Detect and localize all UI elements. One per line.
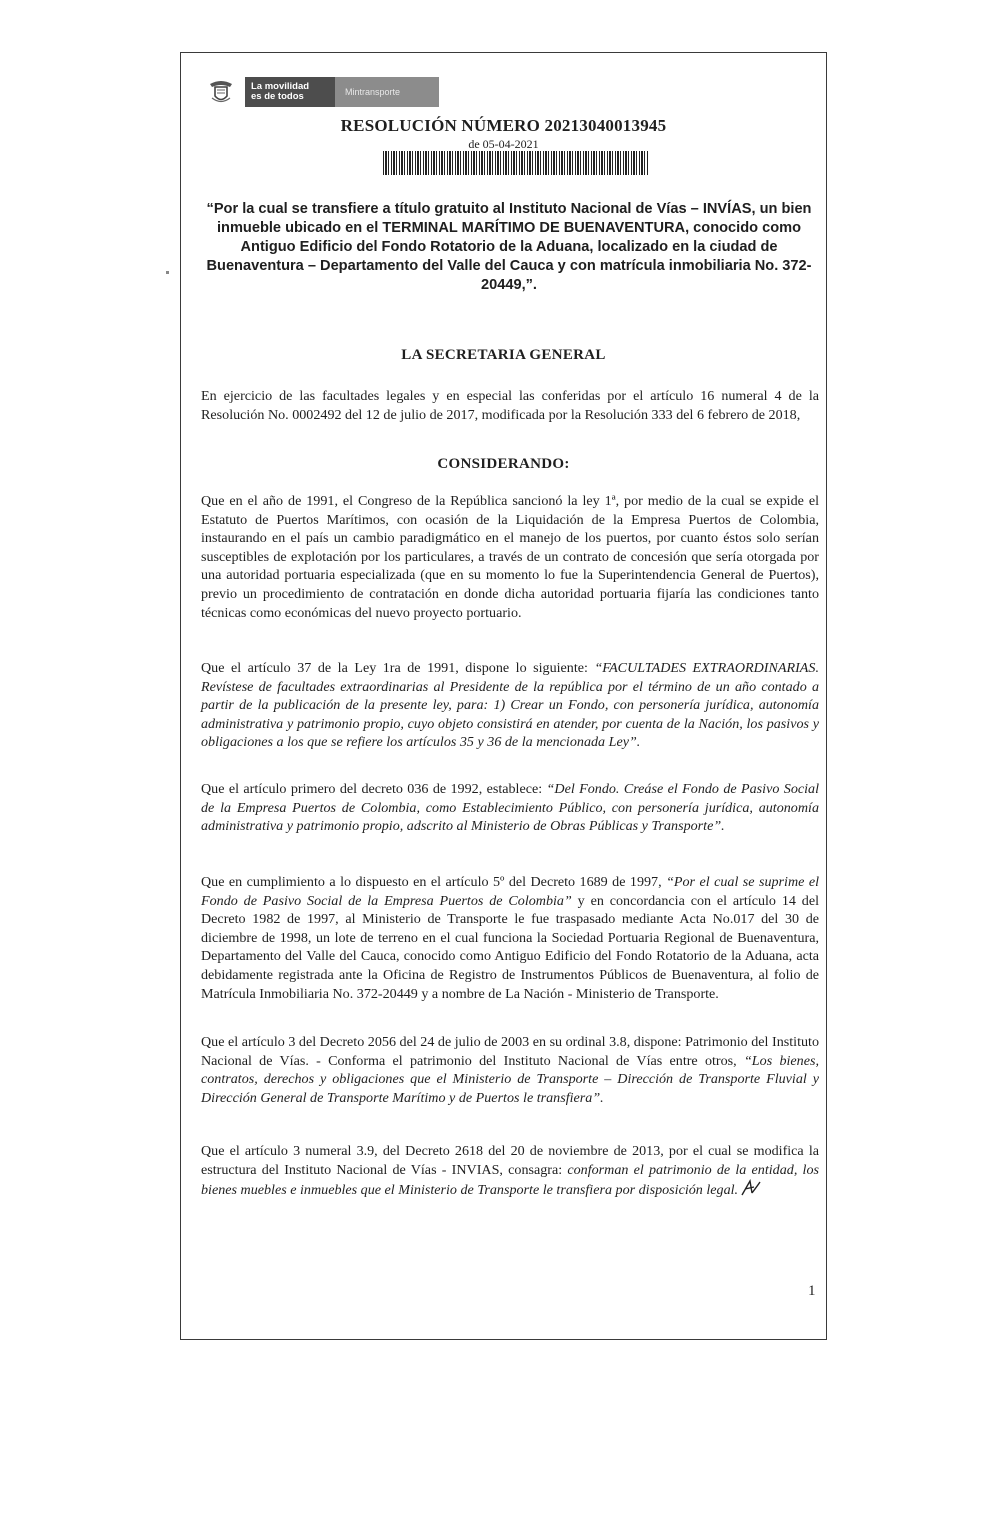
ministry-logo: [197, 76, 449, 108]
paragraph-3-quote: “Del Fondo. Creáse el Fondo de Pasivo Social de la Empresa Puertos de Colombia, como Establecimiento Público, con personería jurídica, autonomía administrativa y patrimonio propio, adscrito al Ministerio de Obras Públicas y Transporte”.: [201, 781, 819, 835]
paragraph-6: [201, 1142, 819, 1203]
barcode: [383, 151, 649, 175]
initials-signature-icon: [740, 1179, 762, 1203]
paragraph-5-quote: “Los bienes, contratos, derechos y obligaciones que el Ministerio de Transporte – Dirección de Transporte Fluvial y Dirección General de Transporte Marítimo y de Puertos le transfiera”.: [201, 1052, 819, 1106]
authority-title: LA SECRETARIA GENERAL: [401, 347, 606, 363]
paragraph-4-quote: “Por el cual se suprime el Fondo de Pasivo Social de la Empresa Puertos de Colombia”: [201, 874, 819, 909]
paragraph-2-quote: “FACULTADES EXTRAORDINARIAS. Revístese de facultades extraordinarias al Presidente de la república por el término de un año contado a partir de la publicación de la presente ley, para: 1) Crear un Fondo, con personería jurídica, autonomía administrativa y patrimonio propio, cuyo objeto consistirá en atender, por cuenta de la Nación, los pasivos y obligaciones a los que se refiere los artículos 35 y 36 de la mencionada Ley”.: [201, 660, 819, 751]
paragraph-6-quote: conforman el patrimonio de la entidad, los bienes muebles e inmuebles que el Ministerio de Transporte le transfiera por disposición legal.: [201, 1161, 819, 1199]
scan-mark: [166, 271, 169, 274]
logo-slogan: [245, 77, 335, 107]
paragraph-6-text: Que el artículo 3 numeral 3.9, del Decreto 2618 del 20 de noviembre de 2013, por el cual se modifica la estructura del Instituto Nacional de Vías - INVIAS, consagra:: [201, 1143, 819, 1178]
paragraph-4-text-b: y en concordancia con el artículo 14 del Decreto 1982 de 1997, al Ministerio de Transporte le fue traspasado mediante Acta No.017 del 30 de diciembre de 1998, un lote de terreno en el cual funciona la Sociedad Portuaria Regional de Buenaventura, Departamento del Valle del Cauca, conocido como Antiguo Edificio del Fondo Rotatorio de la Aduana, acta debidamente registrada ante la Oficina de Registro de Instrumentos Públicos de Buenaventura, al folio de Matrícula Inmobiliaria No. 372-20449 y a nombre de La Nación - Ministerio de Transporte.: [201, 892, 819, 1002]
logo-ministry-label: Mintransporte: [345, 87, 401, 97]
resolution-title: RESOLUCIÓN NÚMERO 20213040013945: [340, 116, 667, 135]
logo-slogan-line2: es de todos: [251, 91, 304, 102]
coat-of-arms-icon: [197, 76, 245, 108]
resolution-date: de 05-04-2021: [468, 137, 539, 151]
resolution-subject: “Por la cual se transfiere a título gratuito al Instituto Nacional de Vías – INVÍAS, un bien inmueble ubicado en el TERMINAL MARÍTIMO DE BUENAVENTURA, conocido como Antiguo Edificio del Fondo Rotatorio de la Aduana, localizado en la ciudad de Buenaventura – Departamento del Valle del Cauca y con matrícula inmobiliaria No. 372-20449,”.: [206, 201, 812, 293]
paragraph-4-text-a: Que en cumplimiento a lo dispuesto en el artículo 5º del Decreto 1689 de 1997,: [201, 874, 667, 890]
paragraph-5-text: Que el artículo 3 del Decreto 2056 del 24 de julio de 2003 en su ordinal 3.8, dispone: Patrimonio del Instituto Nacional de Vías. - Conforma el patrimonio del Instituto Nacional de Vías entre otros,: [201, 1034, 819, 1069]
paragraph-1: Que en el año de 1991, el Congreso de la República sancionó la ley 1ª, por medio de la cual se expide el Estatuto de Puertos Marítimos, con ocasión de la Liquidación de la Empresa Puertos de Colombia, instaurando en el país un cambio paradigmático en el manejo de los puertos, por cuanto éstos solo serían susceptibles de explotación por los particulares, a través de un contrato de concesión que sería otorgada por una autoridad portuaria especializada (que en su momento lo fue la Superintendencia General de Puertos), previo un procedimiento de contratación en donde dicha autoridad portuaria fijaría las condiciones tanto técnicas como económicas del nuevo proyecto portuario.: [201, 493, 819, 621]
paragraph-4: [201, 873, 819, 1003]
authority-text: En ejercicio de las facultades legales y en especial las conferidas por el artículo 16 numeral 4 de la Resolución No. 0002492 del 12 de julio de 2017, modificada por la Resolución 333 del 6 febrero de 2018,: [201, 388, 819, 423]
paragraph-2-text: Que el artículo 37 de la Ley 1ra de 1991, dispone lo siguiente:: [201, 660, 595, 676]
paragraph-2: [201, 659, 819, 752]
logo-ministry: [335, 77, 439, 107]
considerando-title: CONSIDERANDO:: [437, 456, 570, 472]
logo-slogan-line1: La movilidad: [251, 81, 310, 92]
paragraph-3: [201, 780, 819, 836]
paragraph-5: [201, 1033, 819, 1107]
paragraph-3-text: Que el artículo primero del decreto 036 de 1992, establece:: [201, 781, 547, 797]
page-number: 1: [808, 1283, 816, 1299]
